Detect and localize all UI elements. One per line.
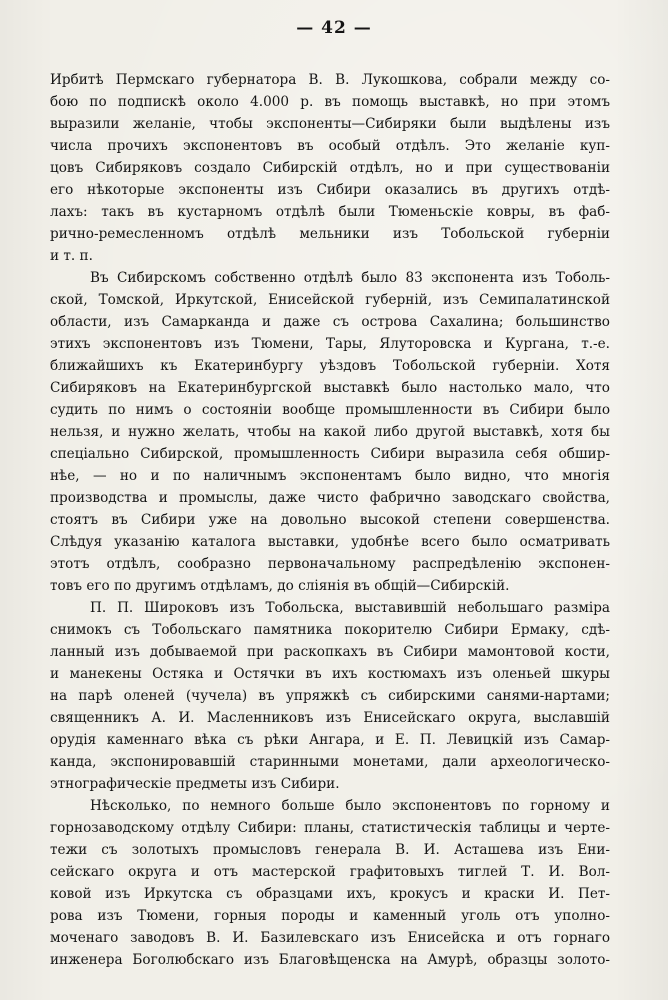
text-line: выразили желаніе, чтобы экспоненты—Сибиряки были выдѣлены изъ [50, 116, 610, 132]
text-line: Слѣдуя указанію каталога выставки, удобнѣе всего было осматривать [50, 534, 610, 550]
page-number: — 42 — [296, 18, 372, 38]
text-line: на парѣ оленей (чучела) въ упряжкѣ съ сибирскими санями-нартами; [50, 688, 610, 704]
text-line: нѣе, — но и по наличнымъ экспонентамъ было видно, что многія [50, 468, 610, 484]
text-line: стоятъ въ Сибири уже на довольно высокой степени совершенства. [50, 512, 610, 528]
text-line: спеціально Сибирской, промышленность Сибири выразила себя обшир- [50, 446, 610, 462]
text-line: этнографическіе предметы изъ Сибири. [50, 776, 340, 792]
text-line: судить по нимъ о состояніи вообще промышленности въ Сибири было [50, 402, 610, 418]
text-line: Сибиряковъ на Екатеринбургской выставкѣ было настолько мало, что [50, 380, 610, 396]
text-line: инженера Боголюбскаго изъ Благовѣщенска на Амурѣ, образцы золото- [50, 952, 610, 968]
text-line: производства и промыслы, даже чисто фабрично заводскаго свойства, [50, 490, 610, 506]
text-line: канда, экспонировавшій старинными монетами, дали археологическо- [50, 754, 610, 770]
text-line: его нѣкоторые экспоненты изъ Сибири оказались въ другихъ отдѣ- [50, 182, 610, 198]
text-line: цовъ Сибиряковъ создало Сибирскій отдѣлъ, но и при существованіи [50, 160, 610, 176]
paragraph [50, 795, 610, 971]
text-line: лахъ: такъ въ кустарномъ отдѣлѣ были Тюменьскіе ковры, въ фаб- [50, 204, 610, 220]
text-line: и т. п. [50, 248, 93, 264]
text-line: моченаго заводовъ В. И. Базилевскаго изъ Енисейска и отъ горнаго [50, 930, 610, 946]
text-line: ближайшихъ къ Екатеринбургу уѣздовъ Тобольской губерніи. Хотя [50, 358, 610, 374]
text-line: священникъ А. И. Масленниковъ изъ Енисейскаго округа, выславшій [50, 710, 610, 726]
text-line: сейскаго округа и отъ мастерской графитовыхъ тиглей Т. И. Вол- [50, 864, 610, 880]
text-line: ковой изъ Иркутска съ образцами ихъ, крокусъ и краски И. Пет- [50, 886, 610, 902]
paragraph [50, 597, 610, 795]
text-line: орудія каменнаго вѣка съ рѣки Ангара, и Е. П. Левицкій изъ Самар- [50, 732, 610, 748]
text-line: Ирбитѣ Пермскаго губернатора В. В. Лукошкова, собрали между со- [50, 72, 610, 88]
paragraph [50, 69, 610, 267]
text-line: числа прочихъ экспонентовъ въ особый отдѣлъ. Это желаніе куп- [50, 138, 610, 154]
text-line: товъ его по другимъ отдѣламъ, до слiянія въ общій—Сибирскій. [50, 578, 510, 594]
text-line: Въ Сибирскомъ собственно отдѣлѣ было 83 экспонента изъ Тоболь- [90, 270, 610, 286]
text-line: снимокъ съ Тобольскаго памятника покорителю Сибири Ермаку, сдѣ- [50, 622, 610, 638]
text-line: этотъ отдѣлъ, сообразно первоначальному распредѣленію экспонен- [50, 556, 610, 572]
text-line: ланный изъ добываемой при раскопкахъ въ Сибири мамонтовой кости, [50, 644, 610, 660]
text-line: Нѣсколько, по немного больше было экспонентовъ по горному и [90, 798, 610, 814]
text-line: области, изъ Самарканда и даже съ острова Сахалина; большинство [50, 314, 610, 330]
text-line: нельзя, и нужно желать, чтобы на какой либо другой выставкѣ, хотя бы [50, 424, 610, 440]
body-text [50, 69, 610, 971]
text-line: рова изъ Тюмени, горныя породы и каменный уголь отъ уполно- [50, 908, 610, 924]
text-line: П. П. Широковъ изъ Тобольска, выставившій небольшаго разміра [90, 600, 610, 616]
paragraph [50, 267, 610, 597]
text-line: бою по подпискѣ около 4.000 р. въ помощь выставкѣ, но при этомъ [50, 94, 610, 110]
text-line: этихъ экспонентовъ изъ Тюмени, Тары, Ялуторовска и Кургана, т.-е. [50, 336, 610, 352]
text-line: тежи съ золотыхъ промысловъ генерала В. И. Асташева изъ Ени- [50, 842, 610, 858]
text-line: рично-ремесленномъ отдѣлѣ мельники изъ Тобольской губерніи [50, 226, 610, 242]
text-line: горнозаводскому отдѣлу Сибири: планы, статистическія таблицы и черте- [50, 820, 610, 836]
text-line: и манекены Остяка и Остячки въ ихъ костюмахъ изъ оленьей шкуры [50, 666, 610, 682]
text-line: ской, Томской, Иркутской, Енисейской губерній, изъ Семипалатинской [50, 292, 610, 308]
